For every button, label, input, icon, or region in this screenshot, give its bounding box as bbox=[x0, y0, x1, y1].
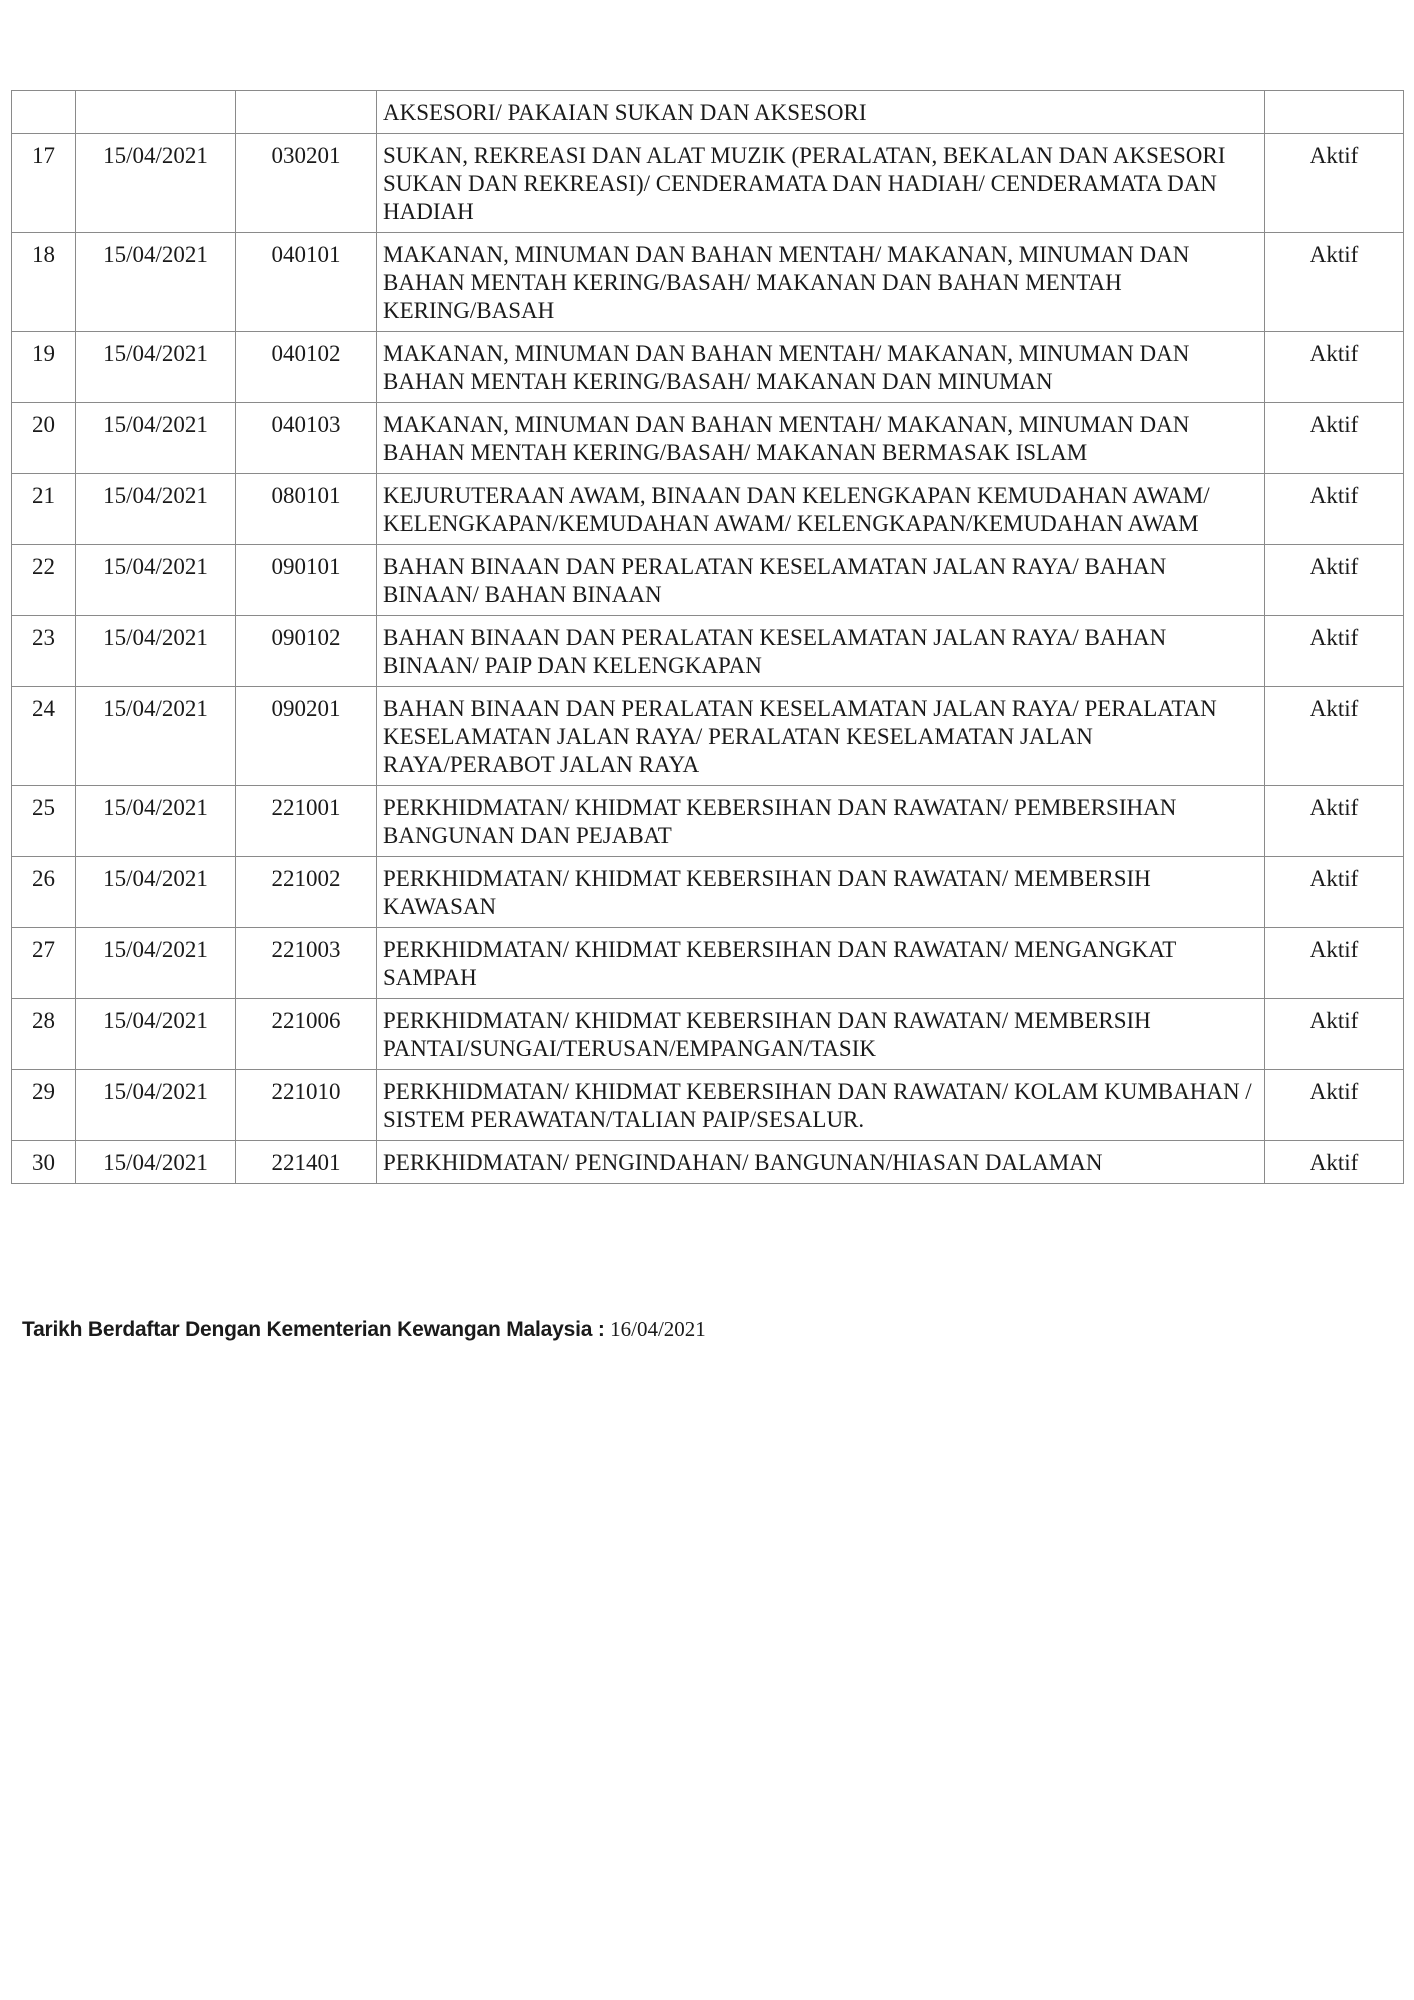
row-number: 23 bbox=[12, 616, 76, 687]
row-description: SUKAN, REKREASI DAN ALAT MUZIK (PERALATAN, BEKALAN DAN AKSESORI SUKAN DAN REKREASI)/ CENDERAMATA DAN HADIAH/ CENDERAMATA DAN HADIAH bbox=[377, 134, 1265, 233]
row-description: PERKHIDMATAN/ KHIDMAT KEBERSIHAN DAN RAWATAN/ MEMBERSIH KAWASAN bbox=[377, 857, 1265, 928]
row-code: 090201 bbox=[236, 687, 377, 786]
registration-table bbox=[11, 90, 1404, 1184]
row-number: 30 bbox=[12, 1141, 76, 1184]
row-code: 221003 bbox=[236, 928, 377, 999]
row-number: 26 bbox=[12, 857, 76, 928]
table-row bbox=[12, 332, 1404, 403]
row-status bbox=[1265, 91, 1404, 134]
row-date: 15/04/2021 bbox=[76, 134, 236, 233]
row-number: 21 bbox=[12, 474, 76, 545]
row-status: Aktif bbox=[1265, 786, 1404, 857]
row-code: 090102 bbox=[236, 616, 377, 687]
row-date: 15/04/2021 bbox=[76, 928, 236, 999]
row-number: 19 bbox=[12, 332, 76, 403]
row-description: PERKHIDMATAN/ KHIDMAT KEBERSIHAN DAN RAWATAN/ PEMBERSIHAN BANGUNAN DAN PEJABAT bbox=[377, 786, 1265, 857]
table-row bbox=[12, 687, 1404, 786]
row-date: 15/04/2021 bbox=[76, 616, 236, 687]
table-row bbox=[12, 857, 1404, 928]
row-date: 15/04/2021 bbox=[76, 786, 236, 857]
registration-date-label: Tarikh Berdaftar Dengan Kementerian Kewangan Malaysia : bbox=[22, 1318, 605, 1341]
row-code: 040103 bbox=[236, 403, 377, 474]
row-description: PERKHIDMATAN/ KHIDMAT KEBERSIHAN DAN RAWATAN/ MEMBERSIH PANTAI/SUNGAI/TERUSAN/EMPANGAN/TASIK bbox=[377, 999, 1265, 1070]
row-number: 28 bbox=[12, 999, 76, 1070]
row-number: 29 bbox=[12, 1070, 76, 1141]
row-status: Aktif bbox=[1265, 233, 1404, 332]
table-row bbox=[12, 134, 1404, 233]
row-description: BAHAN BINAAN DAN PERALATAN KESELAMATAN JALAN RAYA/ PERALATAN KESELAMATAN JALAN RAYA/ PERALATAN KESELAMATAN JALAN RAYA/PERABOT JALAN RAYA bbox=[377, 687, 1265, 786]
table-row bbox=[12, 616, 1404, 687]
row-code: 080101 bbox=[236, 474, 377, 545]
row-code: 030201 bbox=[236, 134, 377, 233]
table-row bbox=[12, 1141, 1404, 1184]
table-row bbox=[12, 999, 1404, 1070]
row-date: 15/04/2021 bbox=[76, 1141, 236, 1184]
row-number: 20 bbox=[12, 403, 76, 474]
row-date: 15/04/2021 bbox=[76, 545, 236, 616]
row-number: 25 bbox=[12, 786, 76, 857]
row-status: Aktif bbox=[1265, 1070, 1404, 1141]
table-row bbox=[12, 233, 1404, 332]
row-number: 27 bbox=[12, 928, 76, 999]
row-status: Aktif bbox=[1265, 134, 1404, 233]
row-date: 15/04/2021 bbox=[76, 1070, 236, 1141]
table-row bbox=[12, 474, 1404, 545]
row-status: Aktif bbox=[1265, 545, 1404, 616]
row-date: 15/04/2021 bbox=[76, 233, 236, 332]
row-number: 24 bbox=[12, 687, 76, 786]
table-row bbox=[12, 928, 1404, 999]
row-date bbox=[76, 91, 236, 134]
row-code: 040102 bbox=[236, 332, 377, 403]
table-row bbox=[12, 91, 1404, 134]
row-status: Aktif bbox=[1265, 474, 1404, 545]
row-description: MAKANAN, MINUMAN DAN BAHAN MENTAH/ MAKANAN, MINUMAN DAN BAHAN MENTAH KERING/BASAH/ MAKANAN DAN BAHAN MENTAH KERING/BASAH bbox=[377, 233, 1265, 332]
row-status: Aktif bbox=[1265, 1141, 1404, 1184]
row-code: 221001 bbox=[236, 786, 377, 857]
row-status: Aktif bbox=[1265, 928, 1404, 999]
row-status: Aktif bbox=[1265, 616, 1404, 687]
registration-date-value: 16/04/2021 bbox=[610, 1317, 706, 1341]
row-status: Aktif bbox=[1265, 857, 1404, 928]
row-code: 221006 bbox=[236, 999, 377, 1070]
row-status: Aktif bbox=[1265, 332, 1404, 403]
row-code: 090101 bbox=[236, 545, 377, 616]
row-status: Aktif bbox=[1265, 999, 1404, 1070]
row-number: 17 bbox=[12, 134, 76, 233]
row-date: 15/04/2021 bbox=[76, 332, 236, 403]
row-date: 15/04/2021 bbox=[76, 999, 236, 1070]
document-sheet bbox=[11, 90, 1403, 1184]
row-number bbox=[12, 91, 76, 134]
registration-table-body bbox=[12, 91, 1404, 1184]
row-date: 15/04/2021 bbox=[76, 857, 236, 928]
row-description: PERKHIDMATAN/ PENGINDAHAN/ BANGUNAN/HIASAN DALAMAN bbox=[377, 1141, 1265, 1184]
table-row bbox=[12, 545, 1404, 616]
table-row bbox=[12, 403, 1404, 474]
row-code: 040101 bbox=[236, 233, 377, 332]
row-description: AKSESORI/ PAKAIAN SUKAN DAN AKSESORI bbox=[377, 91, 1265, 134]
row-date: 15/04/2021 bbox=[76, 403, 236, 474]
row-number: 22 bbox=[12, 545, 76, 616]
row-description: BAHAN BINAAN DAN PERALATAN KESELAMATAN JALAN RAYA/ BAHAN BINAAN/ BAHAN BINAAN bbox=[377, 545, 1265, 616]
row-date: 15/04/2021 bbox=[76, 474, 236, 545]
table-row bbox=[12, 786, 1404, 857]
row-status: Aktif bbox=[1265, 687, 1404, 786]
row-description: PERKHIDMATAN/ KHIDMAT KEBERSIHAN DAN RAWATAN/ KOLAM KUMBAHAN / SISTEM PERAWATAN/TALIAN PAIP/SESALUR. bbox=[377, 1070, 1265, 1141]
row-code bbox=[236, 91, 377, 134]
row-code: 221002 bbox=[236, 857, 377, 928]
row-description: MAKANAN, MINUMAN DAN BAHAN MENTAH/ MAKANAN, MINUMAN DAN BAHAN MENTAH KERING/BASAH/ MAKANAN DAN MINUMAN bbox=[377, 332, 1265, 403]
table-row bbox=[12, 1070, 1404, 1141]
row-code: 221401 bbox=[236, 1141, 377, 1184]
row-description: BAHAN BINAAN DAN PERALATAN KESELAMATAN JALAN RAYA/ BAHAN BINAAN/ PAIP DAN KELENGKAPAN bbox=[377, 616, 1265, 687]
row-description: PERKHIDMATAN/ KHIDMAT KEBERSIHAN DAN RAWATAN/ MENGANGKAT SAMPAH bbox=[377, 928, 1265, 999]
row-status: Aktif bbox=[1265, 403, 1404, 474]
row-number: 18 bbox=[12, 233, 76, 332]
registration-date-line bbox=[22, 1316, 706, 1342]
row-description: MAKANAN, MINUMAN DAN BAHAN MENTAH/ MAKANAN, MINUMAN DAN BAHAN MENTAH KERING/BASAH/ MAKANAN BERMASAK ISLAM bbox=[377, 403, 1265, 474]
row-date: 15/04/2021 bbox=[76, 687, 236, 786]
row-description: KEJURUTERAAN AWAM, BINAAN DAN KELENGKAPAN KEMUDAHAN AWAM/ KELENGKAPAN/KEMUDAHAN AWAM/ KELENGKAPAN/KEMUDAHAN AWAM bbox=[377, 474, 1265, 545]
row-code: 221010 bbox=[236, 1070, 377, 1141]
